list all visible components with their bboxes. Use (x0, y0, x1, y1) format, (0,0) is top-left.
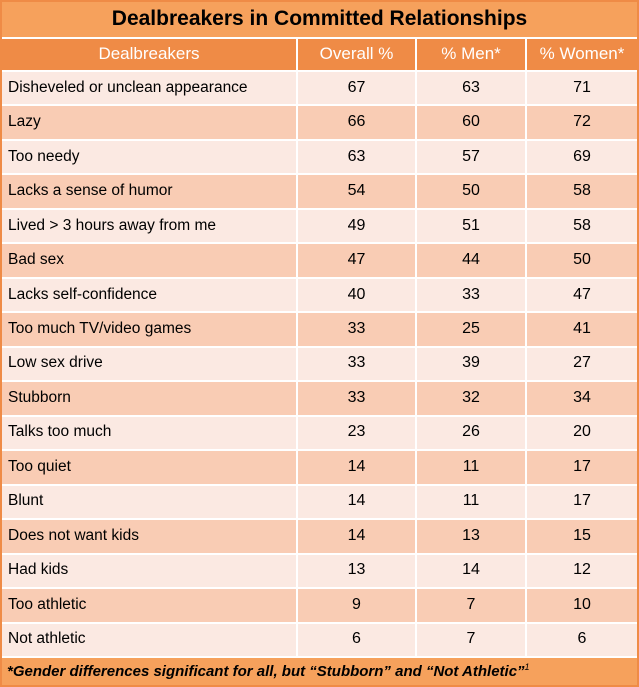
column-header-row (2, 38, 637, 71)
row-value-men: 32 (416, 381, 526, 415)
row-value-women: 72 (526, 105, 637, 139)
row-value-women: 6 (526, 623, 637, 658)
footnote-text: *Gender differences significant for all, but “Stubborn” and “Not Athletic” (7, 663, 525, 680)
row-label: Stubborn (2, 381, 297, 415)
row-value-overall: 66 (297, 105, 416, 139)
table-row (2, 450, 637, 484)
title-row (2, 2, 637, 38)
page-title: Dealbreakers in Committed Relationships (2, 2, 637, 38)
table-row (2, 416, 637, 450)
row-label: Blunt (2, 485, 297, 519)
row-value-women: 58 (526, 174, 637, 208)
table-row (2, 174, 637, 208)
column-header-dealbreakers: Dealbreakers (2, 38, 297, 71)
column-header-men: % Men* (416, 38, 526, 71)
row-value-men: 51 (416, 209, 526, 243)
row-label: Not athletic (2, 623, 297, 658)
row-value-men: 7 (416, 588, 526, 622)
footnote-reference: 1 (524, 662, 530, 672)
table-row (2, 312, 637, 346)
row-value-men: 7 (416, 623, 526, 658)
column-header-women: % Women* (526, 38, 637, 71)
row-value-men: 33 (416, 278, 526, 312)
row-value-men: 57 (416, 140, 526, 174)
column-header-overall: Overall % (297, 38, 416, 71)
row-value-men: 44 (416, 243, 526, 277)
row-value-women: 10 (526, 588, 637, 622)
row-value-women: 20 (526, 416, 637, 450)
row-value-women: 34 (526, 381, 637, 415)
row-value-overall: 33 (297, 347, 416, 381)
row-value-women: 58 (526, 209, 637, 243)
row-value-overall: 47 (297, 243, 416, 277)
row-value-men: 26 (416, 416, 526, 450)
row-label: Too quiet (2, 450, 297, 484)
table-row (2, 623, 637, 658)
table-row (2, 519, 637, 553)
row-value-overall: 33 (297, 381, 416, 415)
row-value-overall: 14 (297, 485, 416, 519)
row-label: Does not want kids (2, 519, 297, 553)
row-value-overall: 40 (297, 278, 416, 312)
row-value-women: 69 (526, 140, 637, 174)
row-value-women: 27 (526, 347, 637, 381)
row-label: Too much TV/video games (2, 312, 297, 346)
table-row (2, 71, 637, 105)
row-value-women: 15 (526, 519, 637, 553)
row-value-men: 39 (416, 347, 526, 381)
row-label: Lived > 3 hours away from me (2, 209, 297, 243)
row-value-overall: 23 (297, 416, 416, 450)
row-value-women: 41 (526, 312, 637, 346)
row-value-men: 25 (416, 312, 526, 346)
table-row (2, 485, 637, 519)
row-label: Lacks a sense of humor (2, 174, 297, 208)
row-label: Bad sex (2, 243, 297, 277)
row-label: Lazy (2, 105, 297, 139)
row-value-women: 17 (526, 485, 637, 519)
row-label: Lacks self-confidence (2, 278, 297, 312)
row-value-overall: 63 (297, 140, 416, 174)
row-label: Too athletic (2, 588, 297, 622)
row-label: Low sex drive (2, 347, 297, 381)
row-value-overall: 49 (297, 209, 416, 243)
table-row (2, 588, 637, 622)
row-label: Had kids (2, 554, 297, 588)
row-label: Too needy (2, 140, 297, 174)
row-value-women: 50 (526, 243, 637, 277)
row-value-men: 13 (416, 519, 526, 553)
row-value-women: 12 (526, 554, 637, 588)
row-label: Talks too much (2, 416, 297, 450)
row-value-overall: 9 (297, 588, 416, 622)
row-value-overall: 67 (297, 71, 416, 105)
row-value-overall: 14 (297, 519, 416, 553)
row-value-women: 71 (526, 71, 637, 105)
row-value-overall: 14 (297, 450, 416, 484)
row-value-men: 50 (416, 174, 526, 208)
table-row (2, 278, 637, 312)
footnote-row (2, 657, 637, 685)
row-value-overall: 33 (297, 312, 416, 346)
table-row (2, 381, 637, 415)
table-row (2, 105, 637, 139)
table-row (2, 209, 637, 243)
dealbreakers-table (2, 2, 637, 685)
row-value-men: 11 (416, 450, 526, 484)
row-value-women: 47 (526, 278, 637, 312)
row-value-men: 11 (416, 485, 526, 519)
table-body (2, 71, 637, 657)
row-label: Disheveled or unclean appearance (2, 71, 297, 105)
table-row (2, 243, 637, 277)
table-row (2, 554, 637, 588)
row-value-overall: 6 (297, 623, 416, 658)
row-value-overall: 54 (297, 174, 416, 208)
row-value-overall: 13 (297, 554, 416, 588)
footnote (2, 657, 637, 685)
row-value-men: 63 (416, 71, 526, 105)
row-value-women: 17 (526, 450, 637, 484)
row-value-men: 60 (416, 105, 526, 139)
table-row (2, 140, 637, 174)
row-value-men: 14 (416, 554, 526, 588)
table-row (2, 347, 637, 381)
